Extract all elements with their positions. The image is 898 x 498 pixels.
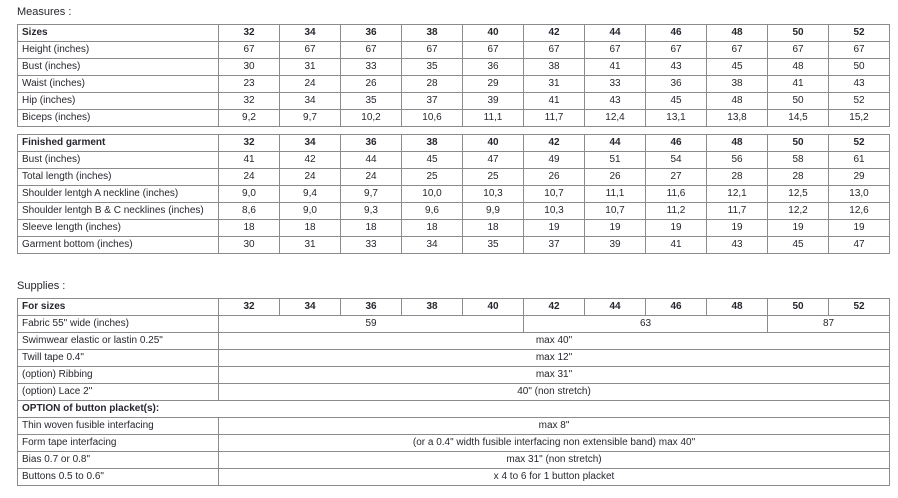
full-width-value-cell: x 4 to 6 for 1 button placket — [219, 469, 890, 486]
row-label: Waist (inches) — [18, 76, 219, 93]
size-value-cell: 67 — [402, 42, 463, 59]
size-column-header: 48 — [707, 135, 768, 152]
size-value-cell: 26 — [585, 169, 646, 186]
size-value-cell: 43 — [707, 237, 768, 254]
size-value-cell: 28 — [768, 169, 829, 186]
row-label: Height (inches) — [18, 42, 219, 59]
table-row — [18, 59, 890, 76]
size-value-cell: 31 — [280, 237, 341, 254]
size-value-cell: 24 — [280, 76, 341, 93]
table-row — [18, 237, 890, 254]
size-value-cell: 45 — [768, 237, 829, 254]
size-column-header: 40 — [463, 135, 524, 152]
size-value-cell: 45 — [402, 152, 463, 169]
size-value-cell: 67 — [768, 42, 829, 59]
size-value-cell: 18 — [280, 220, 341, 237]
size-value-cell: 30 — [219, 59, 280, 76]
size-value-cell: 18 — [402, 220, 463, 237]
table-row — [18, 418, 890, 435]
size-value-cell: 31 — [280, 59, 341, 76]
header-row — [18, 25, 890, 42]
size-value-cell: 43 — [646, 59, 707, 76]
size-value-cell: 30 — [219, 237, 280, 254]
size-value-cell: 14,5 — [768, 110, 829, 127]
size-value-cell: 11,1 — [463, 110, 524, 127]
header-row — [18, 299, 890, 316]
size-column-header: 44 — [585, 25, 646, 42]
size-value-cell: 50 — [768, 93, 829, 110]
finished-garment-table — [17, 134, 890, 254]
size-value-cell: 31 — [524, 76, 585, 93]
size-value-cell: 29 — [829, 169, 890, 186]
size-value-cell: 61 — [829, 152, 890, 169]
size-value-cell: 26 — [524, 169, 585, 186]
size-value-cell: 45 — [646, 93, 707, 110]
size-column-header: 46 — [646, 135, 707, 152]
size-value-cell: 18 — [219, 220, 280, 237]
span-value-cell: 63 — [524, 316, 768, 333]
size-value-cell: 47 — [829, 237, 890, 254]
size-value-cell: 18 — [341, 220, 402, 237]
table-row — [18, 384, 890, 401]
size-column-header: 44 — [585, 135, 646, 152]
size-column-header: 50 — [768, 135, 829, 152]
size-value-cell: 67 — [646, 42, 707, 59]
header-row — [18, 135, 890, 152]
row-label: Sleeve length (inches) — [18, 220, 219, 237]
table-row — [18, 42, 890, 59]
size-value-cell: 13,0 — [829, 186, 890, 203]
size-column-header: 32 — [219, 135, 280, 152]
size-column-header: 50 — [768, 25, 829, 42]
table-row — [18, 76, 890, 93]
measures-table — [17, 24, 890, 127]
size-value-cell: 12,4 — [585, 110, 646, 127]
size-value-cell: 36 — [463, 59, 524, 76]
size-column-header: 48 — [707, 25, 768, 42]
size-value-cell: 10,3 — [524, 203, 585, 220]
row-label: Shoulder lentgh B & C necklines (inches) — [18, 203, 219, 220]
size-value-cell: 67 — [463, 42, 524, 59]
size-value-cell: 29 — [463, 76, 524, 93]
size-value-cell: 10,6 — [402, 110, 463, 127]
size-column-header: 34 — [280, 135, 341, 152]
size-value-cell: 38 — [524, 59, 585, 76]
size-value-cell: 35 — [463, 237, 524, 254]
size-value-cell: 9,2 — [219, 110, 280, 127]
size-value-cell: 28 — [402, 76, 463, 93]
size-value-cell: 11,6 — [646, 186, 707, 203]
table-row — [18, 401, 890, 418]
size-value-cell: 9,3 — [341, 203, 402, 220]
size-value-cell: 51 — [585, 152, 646, 169]
size-value-cell: 25 — [463, 169, 524, 186]
size-value-cell: 24 — [280, 169, 341, 186]
full-width-value-cell: max 8" — [219, 418, 890, 435]
size-column-header: 44 — [585, 299, 646, 316]
size-column-header: 50 — [768, 299, 829, 316]
size-value-cell: 44 — [341, 152, 402, 169]
full-width-value-cell: max 31" — [219, 367, 890, 384]
size-value-cell: 42 — [280, 152, 341, 169]
supplies-table — [17, 298, 890, 486]
table-row — [18, 186, 890, 203]
size-column-header: 46 — [646, 299, 707, 316]
size-value-cell: 10,7 — [585, 203, 646, 220]
size-value-cell: 48 — [707, 93, 768, 110]
size-value-cell: 47 — [463, 152, 524, 169]
size-value-cell: 11,1 — [585, 186, 646, 203]
table-row — [18, 435, 890, 452]
size-column-header: 48 — [707, 299, 768, 316]
size-value-cell: 39 — [463, 93, 524, 110]
size-value-cell: 26 — [341, 76, 402, 93]
table-row — [18, 350, 890, 367]
row-label: Bust (inches) — [18, 59, 219, 76]
size-value-cell: 11,7 — [524, 110, 585, 127]
span-value-cell: 87 — [768, 316, 890, 333]
size-value-cell: 19 — [829, 220, 890, 237]
row-label: Bust (inches) — [18, 152, 219, 169]
size-value-cell: 56 — [707, 152, 768, 169]
size-value-cell: 67 — [707, 42, 768, 59]
row-label: Swimwear elastic or lastin 0.25" — [18, 333, 219, 350]
size-column-header: 40 — [463, 25, 524, 42]
size-value-cell: 48 — [768, 59, 829, 76]
size-value-cell: 43 — [585, 93, 646, 110]
table-row — [18, 333, 890, 350]
size-value-cell: 23 — [219, 76, 280, 93]
size-value-cell: 43 — [829, 76, 890, 93]
table-row — [18, 152, 890, 169]
row-label: Bias 0.7 or 0.8" — [18, 452, 219, 469]
size-column-header: 52 — [829, 135, 890, 152]
size-value-cell: 39 — [585, 237, 646, 254]
size-value-cell: 19 — [707, 220, 768, 237]
size-column-header: 32 — [219, 25, 280, 42]
size-value-cell: 11,2 — [646, 203, 707, 220]
row-label: Buttons 0.5 to 0.6" — [18, 469, 219, 486]
size-column-header: 42 — [524, 25, 585, 42]
size-column-header: 42 — [524, 135, 585, 152]
table-header-label: Finished garment — [18, 135, 219, 152]
size-value-cell: 33 — [341, 237, 402, 254]
size-value-cell: 50 — [829, 59, 890, 76]
size-column-header: 36 — [341, 299, 402, 316]
table-row — [18, 316, 890, 333]
size-value-cell: 19 — [768, 220, 829, 237]
size-value-cell: 37 — [402, 93, 463, 110]
size-column-header: 38 — [402, 25, 463, 42]
section-header-cell: OPTION of button placket(s): — [18, 401, 890, 418]
size-value-cell: 24 — [219, 169, 280, 186]
size-value-cell: 67 — [219, 42, 280, 59]
size-value-cell: 24 — [341, 169, 402, 186]
row-label: Form tape interfacing — [18, 435, 219, 452]
row-label: (option) Ribbing — [18, 367, 219, 384]
row-label: (option) Lace 2" — [18, 384, 219, 401]
table-row — [18, 469, 890, 486]
row-label: Biceps (inches) — [18, 110, 219, 127]
size-column-header: 52 — [829, 299, 890, 316]
size-value-cell: 58 — [768, 152, 829, 169]
size-value-cell: 54 — [646, 152, 707, 169]
size-value-cell: 34 — [280, 93, 341, 110]
size-value-cell: 36 — [646, 76, 707, 93]
size-value-cell: 12,5 — [768, 186, 829, 203]
supplies-section-label: Supplies : — [17, 280, 66, 292]
size-column-header: 52 — [829, 25, 890, 42]
size-value-cell: 25 — [402, 169, 463, 186]
size-value-cell: 18 — [463, 220, 524, 237]
size-value-cell: 13,8 — [707, 110, 768, 127]
size-value-cell: 35 — [341, 93, 402, 110]
table-row — [18, 220, 890, 237]
table-row — [18, 452, 890, 469]
measures-section-label: Measures : — [17, 6, 72, 18]
table-row — [18, 367, 890, 384]
size-value-cell: 33 — [585, 76, 646, 93]
size-column-header: 42 — [524, 299, 585, 316]
full-width-value-cell: max 40" — [219, 333, 890, 350]
size-value-cell: 12,6 — [829, 203, 890, 220]
size-column-header: 40 — [463, 299, 524, 316]
size-value-cell: 41 — [524, 93, 585, 110]
size-value-cell: 19 — [524, 220, 585, 237]
row-label: Hip (inches) — [18, 93, 219, 110]
size-value-cell: 34 — [402, 237, 463, 254]
size-column-header: 46 — [646, 25, 707, 42]
size-value-cell: 12,2 — [768, 203, 829, 220]
full-width-value-cell: max 12" — [219, 350, 890, 367]
size-value-cell: 33 — [341, 59, 402, 76]
size-value-cell: 9,4 — [280, 186, 341, 203]
table-row — [18, 93, 890, 110]
size-value-cell: 10,2 — [341, 110, 402, 127]
size-value-cell: 19 — [646, 220, 707, 237]
table-row — [18, 110, 890, 127]
full-width-value-cell: max 31" (non stretch) — [219, 452, 890, 469]
table-row — [18, 203, 890, 220]
size-column-header: 32 — [219, 299, 280, 316]
size-value-cell: 9,7 — [280, 110, 341, 127]
size-value-cell: 19 — [585, 220, 646, 237]
row-label: Fabric 55" wide (inches) — [18, 316, 219, 333]
size-value-cell: 38 — [707, 76, 768, 93]
size-value-cell: 9,6 — [402, 203, 463, 220]
size-value-cell: 37 — [524, 237, 585, 254]
row-label: Thin woven fusible interfacing — [18, 418, 219, 435]
size-value-cell: 41 — [646, 237, 707, 254]
row-label: Garment bottom (inches) — [18, 237, 219, 254]
size-value-cell: 9,0 — [219, 186, 280, 203]
size-value-cell: 9,0 — [280, 203, 341, 220]
size-value-cell: 41 — [768, 76, 829, 93]
size-column-header: 34 — [280, 25, 341, 42]
full-width-value-cell: 40" (non stretch) — [219, 384, 890, 401]
row-label: Shoulder lentgh A neckline (inches) — [18, 186, 219, 203]
size-value-cell: 67 — [341, 42, 402, 59]
size-value-cell: 35 — [402, 59, 463, 76]
table-header-label: Sizes — [18, 25, 219, 42]
table-row — [18, 169, 890, 186]
size-value-cell: 10,3 — [463, 186, 524, 203]
size-value-cell: 10,0 — [402, 186, 463, 203]
size-value-cell: 32 — [219, 93, 280, 110]
row-label: Twill tape 0.4" — [18, 350, 219, 367]
full-width-value-cell: (or a 0.4" width fusible interfacing non extensible band) max 40" — [219, 435, 890, 452]
size-value-cell: 8,6 — [219, 203, 280, 220]
size-value-cell: 67 — [280, 42, 341, 59]
size-value-cell: 11,7 — [707, 203, 768, 220]
size-column-header: 34 — [280, 299, 341, 316]
size-column-header: 36 — [341, 135, 402, 152]
size-value-cell: 28 — [707, 169, 768, 186]
size-value-cell: 45 — [707, 59, 768, 76]
size-value-cell: 15,2 — [829, 110, 890, 127]
size-value-cell: 13,1 — [646, 110, 707, 127]
row-label: Total length (inches) — [18, 169, 219, 186]
size-value-cell: 67 — [585, 42, 646, 59]
size-column-header: 38 — [402, 299, 463, 316]
table-header-label: For sizes — [18, 299, 219, 316]
size-value-cell: 10,7 — [524, 186, 585, 203]
span-value-cell: 59 — [219, 316, 524, 333]
size-value-cell: 67 — [524, 42, 585, 59]
size-value-cell: 67 — [829, 42, 890, 59]
size-value-cell: 52 — [829, 93, 890, 110]
size-column-header: 38 — [402, 135, 463, 152]
size-value-cell: 41 — [585, 59, 646, 76]
size-value-cell: 12,1 — [707, 186, 768, 203]
size-value-cell: 27 — [646, 169, 707, 186]
size-value-cell: 9,7 — [341, 186, 402, 203]
size-value-cell: 41 — [219, 152, 280, 169]
size-value-cell: 49 — [524, 152, 585, 169]
size-value-cell: 9,9 — [463, 203, 524, 220]
size-column-header: 36 — [341, 25, 402, 42]
